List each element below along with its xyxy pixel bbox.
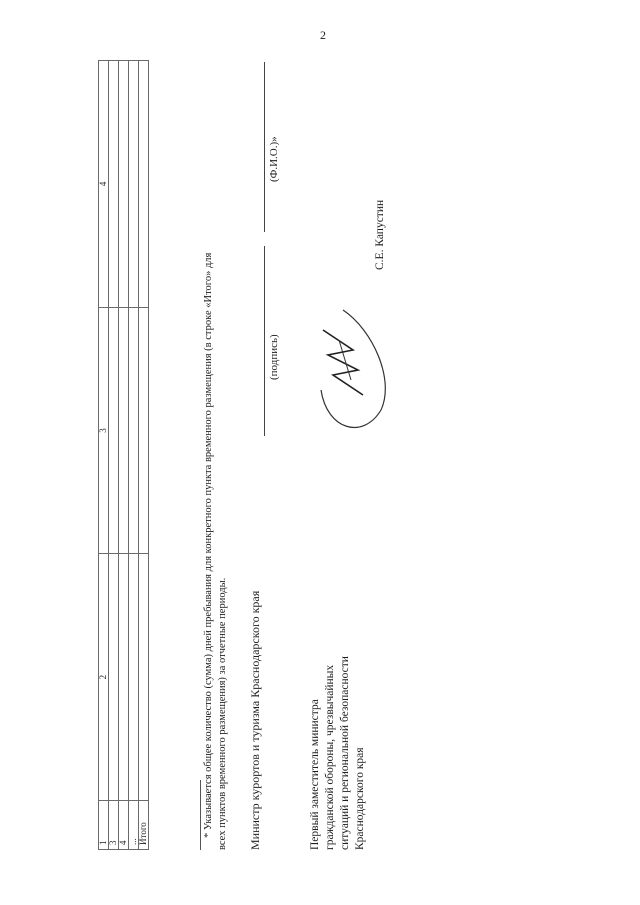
report-table: [98, 60, 149, 850]
fio-caption: (Ф.И.О.)»: [268, 136, 280, 182]
fio-line: [264, 62, 265, 232]
table-cell: [119, 307, 129, 554]
table-cell: [139, 307, 149, 554]
page-number: 2: [320, 28, 326, 42]
table-cell: [129, 61, 139, 308]
table-cell: [129, 554, 139, 801]
signature-caption: (подпись): [268, 334, 280, 380]
official-name: С.Е. Капустин: [374, 199, 386, 270]
table-row: [139, 61, 149, 850]
table-cell: [139, 554, 149, 801]
official-position-line: Первый заместитель министра: [309, 699, 321, 850]
official-position: [308, 656, 368, 850]
table-row: [99, 61, 109, 850]
table-cell: 4: [99, 61, 109, 308]
official-position-line: Краснодарского края: [354, 747, 366, 850]
table-cell: Итого: [139, 801, 149, 850]
table-cell: ...: [129, 801, 139, 850]
table-row: [129, 61, 139, 850]
table-cell: 1: [99, 801, 109, 850]
rotated-document-body: [98, 50, 428, 850]
table-cell: 2: [99, 554, 109, 801]
table-row: [109, 61, 119, 850]
footnote-line: * Указывается общее количество (сумма) дней пребывания для конкретного пункта временного размещения (в строке «Итого» для: [203, 252, 214, 838]
signature-line: [264, 246, 265, 436]
table-cell: [109, 61, 119, 308]
table-cell: [119, 554, 129, 801]
footnote-rule: [200, 780, 201, 850]
table-cell: [109, 554, 119, 801]
table-cell: [129, 307, 139, 554]
footnote-line: всех пунктов временного размещения) за отчетные периоды.: [217, 577, 228, 850]
table-cell: [139, 61, 149, 308]
table-cell: 3: [99, 307, 109, 554]
official-position-line: ситуаций и региональной безопасности: [339, 656, 351, 850]
official-position-line: гражданской обороны, чрезвычайных: [324, 664, 336, 850]
table-row: [119, 61, 129, 850]
footnote: [202, 60, 230, 850]
handwritten-signature: [303, 300, 403, 450]
table-cell: [119, 61, 129, 308]
minister-title: Министр курортов и туризма Краснодарского края: [248, 590, 262, 850]
table-cell: 4: [119, 801, 129, 850]
table-cell: [109, 307, 119, 554]
table-cell: 3: [109, 801, 119, 850]
